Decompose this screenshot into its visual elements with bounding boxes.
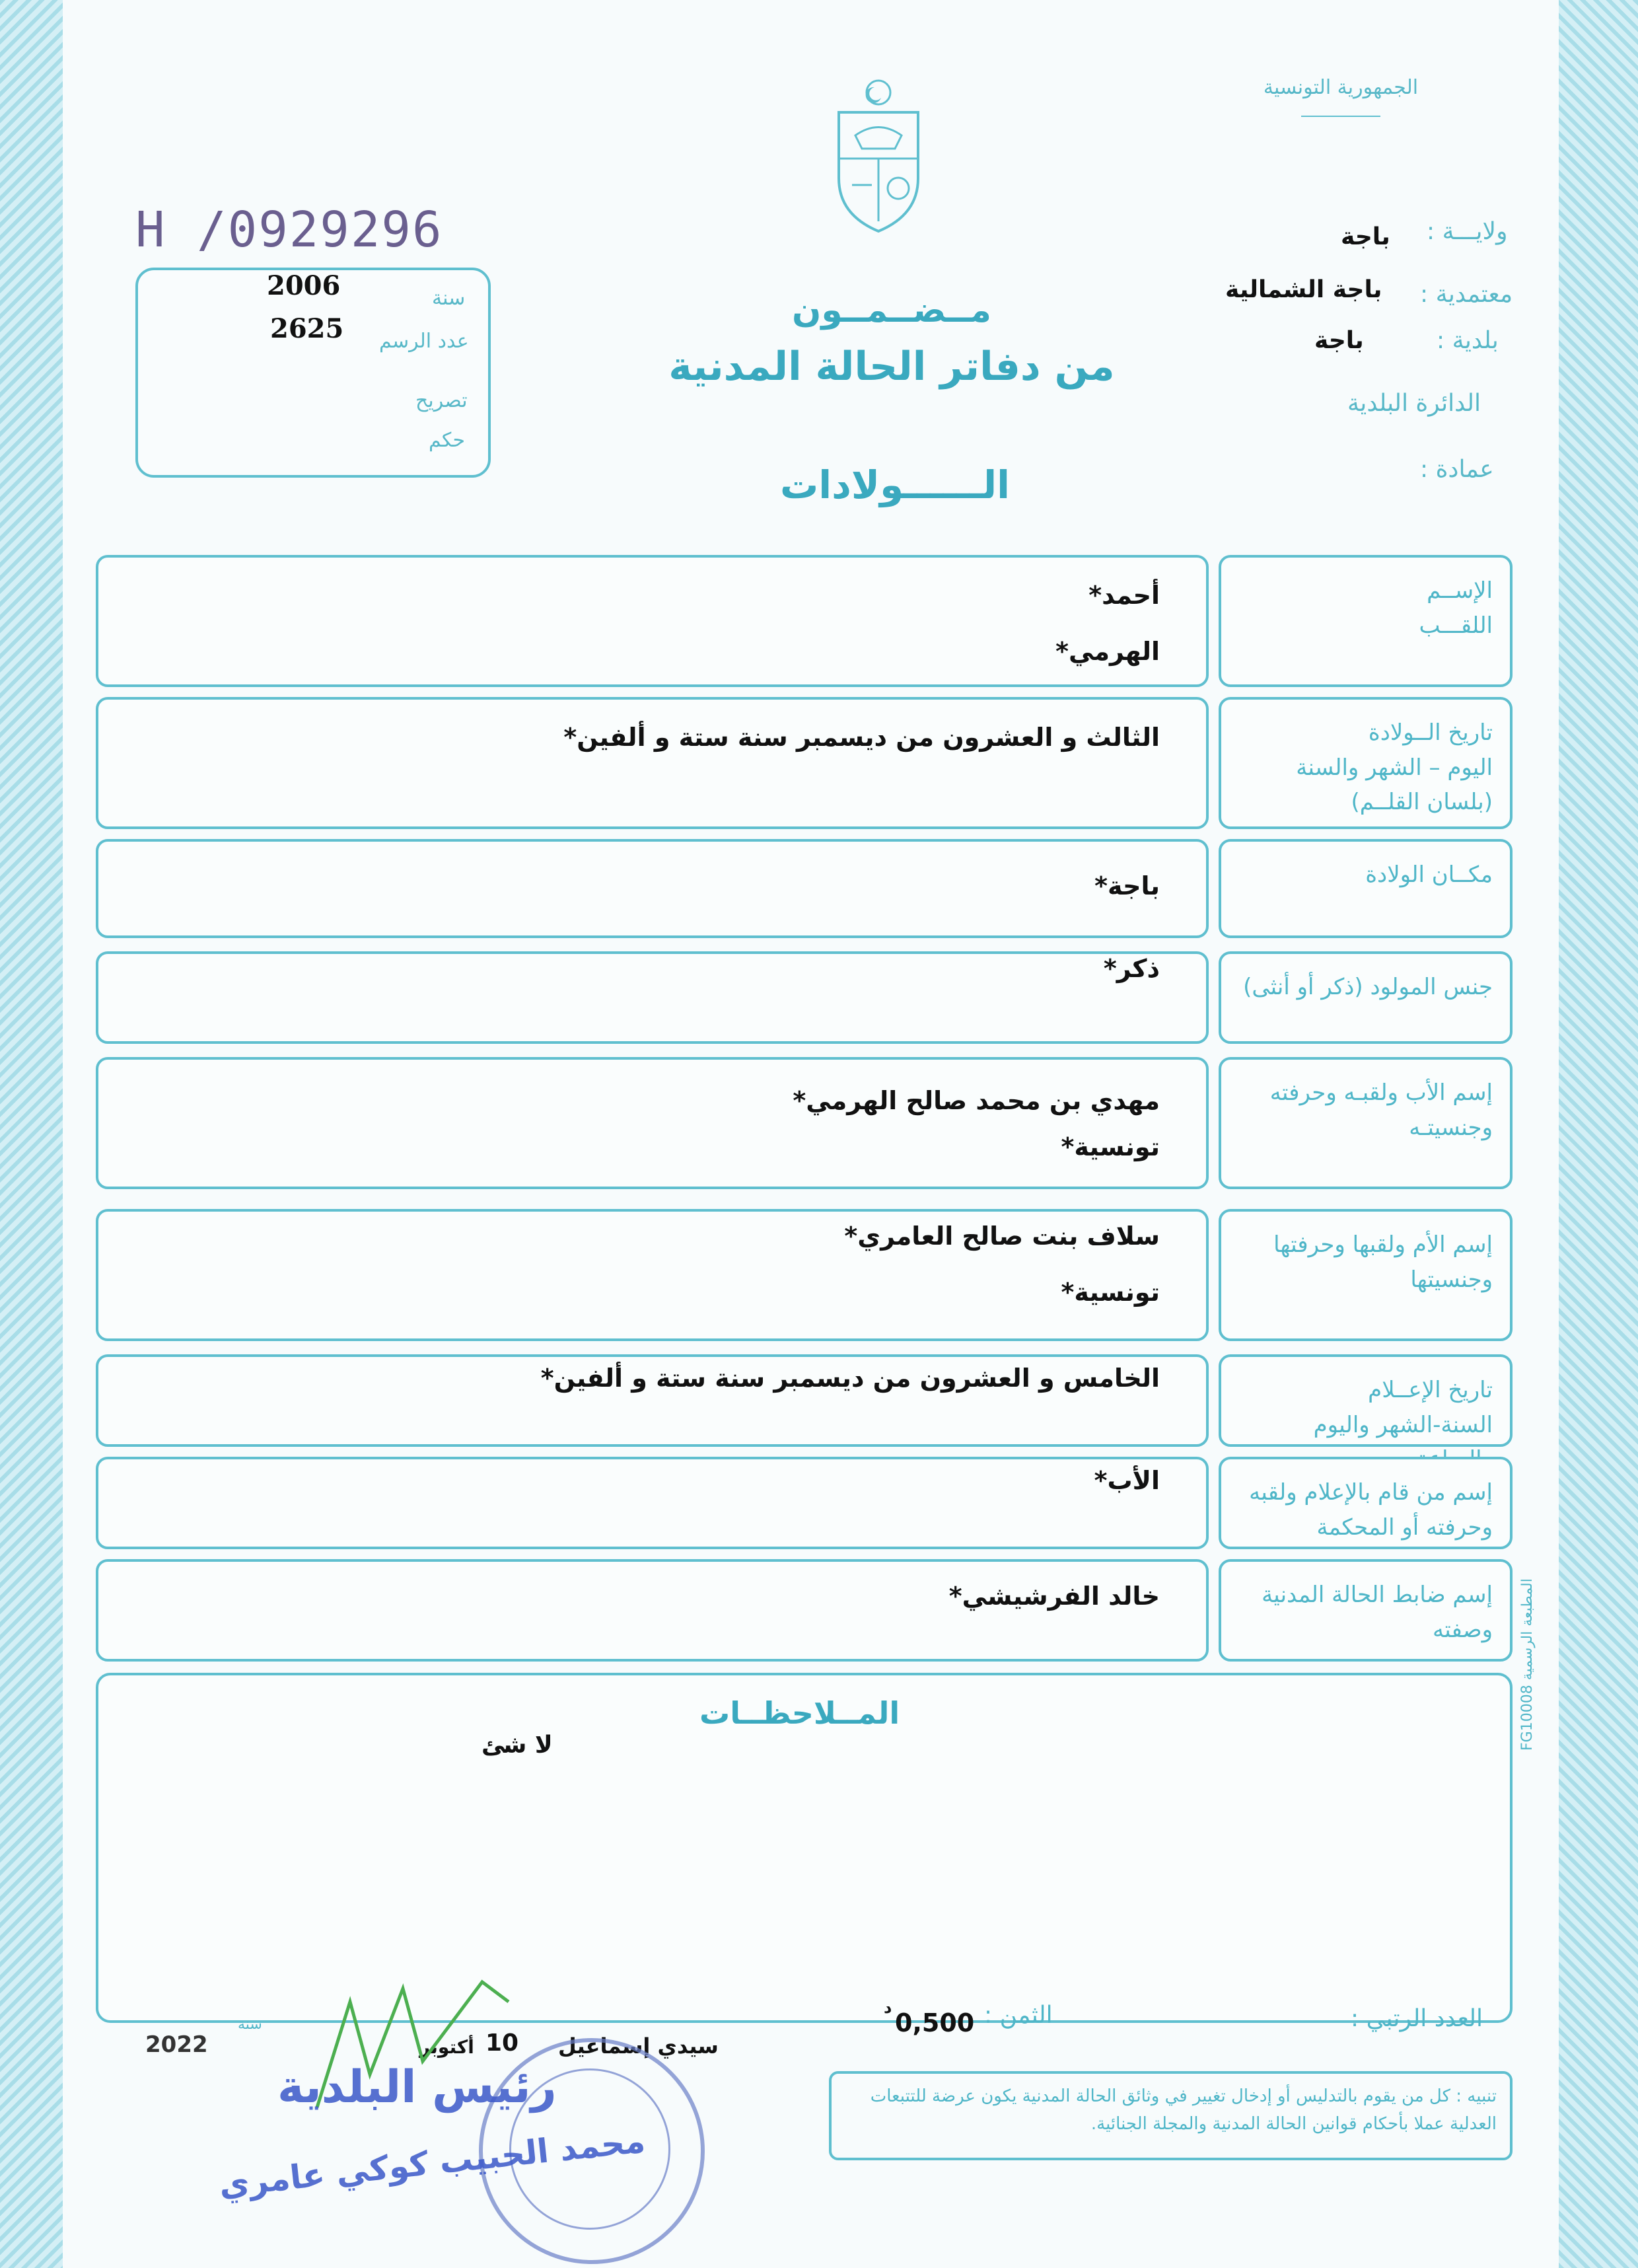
mayor-name-handwritten: محمد الحبيب كوكي عامري xyxy=(217,2121,647,2205)
field-label: إسم ضابط الحالة المدنية xyxy=(1262,1582,1493,1608)
field-label: إسم الأب ولقبـه وحرفته xyxy=(1269,1079,1493,1106)
declaration-label: تصريح xyxy=(415,389,468,412)
field-value: الخامس و العشرون من ديسمبر سنة ستة و ألفين* xyxy=(540,1364,1160,1393)
footer-year-value: 2022 xyxy=(145,2031,208,2058)
guilloche-border-right xyxy=(1559,0,1638,2268)
field-label-box xyxy=(1219,1354,1513,1447)
delegation-label: معتمدية : xyxy=(1420,281,1513,308)
field-label-box xyxy=(1219,839,1513,938)
field-value-box xyxy=(96,555,1209,687)
field-label-box xyxy=(1219,1559,1513,1662)
municipality-label: بلدية : xyxy=(1437,327,1499,354)
field-label: وصفته xyxy=(1433,1616,1493,1643)
footer-year-label: سنة xyxy=(238,2016,262,2033)
field-label-box xyxy=(1219,555,1513,687)
record-number-label: عدد الرسم xyxy=(379,330,469,353)
republic-header: الجمهورية التونسية xyxy=(1263,76,1419,99)
field-value-box xyxy=(96,1057,1209,1189)
registry-box xyxy=(135,268,491,478)
field-label: تاريخ الإعــلام xyxy=(1368,1377,1493,1403)
legal-warning: تنبيه : كل من يقوم بالتدليس أو إدخال تغيير في وثائق الحالة المدنية يكون عرضة للتتبعات العدلية عملا بأحكام قوانين الحالة المدنية والمجلة الجنائية. xyxy=(829,2071,1513,2160)
guilloche-border-left xyxy=(0,0,63,2268)
field-label: وجنسيتـه xyxy=(1409,1114,1493,1141)
field-value: الهرمي* xyxy=(1055,637,1160,666)
field-value: تونسية* xyxy=(1061,1278,1160,1307)
municipality-value: باجة xyxy=(1314,327,1364,354)
price-unit: د xyxy=(884,1998,892,2017)
field-label: إسم من قام بالإعلام ولقبه xyxy=(1249,1479,1493,1506)
field-label: وجنسيتها xyxy=(1410,1266,1493,1293)
issue-day: 10 xyxy=(485,2030,519,2057)
tunisia-emblem xyxy=(819,73,938,238)
section-title-births: الــــــولادات xyxy=(779,462,1011,507)
year-label: سنة xyxy=(432,287,466,310)
field-value: تونسية* xyxy=(1061,1132,1160,1161)
field-value-box xyxy=(96,1559,1209,1662)
field-label: تاريخ الــولادة xyxy=(1368,719,1493,746)
title-line-1: مــضــمــون xyxy=(792,291,991,330)
title-line-2: من دفاتر الحالة المدنية xyxy=(668,344,1115,390)
serial-order-label: العدد الرتبي : xyxy=(1351,2005,1483,2032)
field-value: خالد الفرشيشي* xyxy=(948,1582,1160,1611)
state-value: باجة xyxy=(1341,223,1390,250)
field-label: اللقـــب xyxy=(1419,612,1493,639)
field-value: مهدي بن محمد صالح الهرمي* xyxy=(793,1086,1160,1115)
issue-place: سيدي إسماعيل xyxy=(558,2033,719,2059)
printer-mark: المطبعة الرسمية FG10008 xyxy=(1519,1578,1536,1751)
field-label: (بلسان القلــم) xyxy=(1351,789,1493,816)
field-value-box xyxy=(96,697,1209,829)
field-label: اليوم – الشهر والسنة xyxy=(1296,754,1493,781)
document-title xyxy=(654,291,1129,390)
imada-label: عمادة : xyxy=(1420,456,1494,483)
field-label-box xyxy=(1219,1209,1513,1341)
field-label-box xyxy=(1219,951,1513,1044)
state-label: ولايـــة : xyxy=(1427,218,1508,245)
field-value-box xyxy=(96,1457,1209,1549)
year-value: 2006 xyxy=(267,270,341,301)
field-value-box xyxy=(96,839,1209,938)
field-value-box xyxy=(96,951,1209,1044)
field-label: السنة-الشهر واليوم xyxy=(1313,1411,1493,1438)
field-value: سلاف بنت صالح العامري* xyxy=(844,1222,1160,1251)
field-label-box xyxy=(1219,697,1513,829)
field-label: وحرفته أو المحكمة xyxy=(1316,1514,1493,1541)
field-label: جنس المولود (ذكر أو أنثى) xyxy=(1243,974,1493,1000)
judgment-label: حكم xyxy=(429,429,466,452)
serial-number: H /0929296 xyxy=(135,201,443,258)
notes-title: المــلاحظــات xyxy=(699,1695,900,1731)
field-value-box xyxy=(96,1209,1209,1341)
mayor-title-handwritten: رئيس البلدية xyxy=(277,2061,557,2113)
field-value: الأب* xyxy=(1094,1466,1160,1495)
field-label: الإســم xyxy=(1427,577,1493,604)
field-value: الثالث و العشرون من ديسمبر سنة ستة و ألفين* xyxy=(563,723,1160,752)
field-value: ذكر* xyxy=(1103,954,1160,983)
record-number-value: 2625 xyxy=(270,313,344,344)
delegation-value: باجة الشمالية xyxy=(1225,276,1382,303)
field-value-box xyxy=(96,1354,1209,1447)
field-label-box xyxy=(1219,1457,1513,1549)
price-value: 0,500 xyxy=(895,2008,975,2037)
field-label: مكــان الولادة xyxy=(1365,861,1493,888)
price-label: الثمن : xyxy=(984,2002,1053,2029)
field-value: أحمد* xyxy=(1088,581,1160,610)
field-label: إسم الأم ولقبها وحرفتها xyxy=(1273,1231,1493,1258)
header-divider xyxy=(1301,116,1380,117)
issue-month: أكتوبر xyxy=(419,2036,474,2058)
field-value: باجة* xyxy=(1094,871,1160,900)
notes-box xyxy=(96,1673,1513,2023)
field-label-box xyxy=(1219,1057,1513,1189)
municipal-district-label: الدائرة البلدية xyxy=(1347,390,1481,417)
notes-value: لا شئ xyxy=(481,1732,553,1759)
